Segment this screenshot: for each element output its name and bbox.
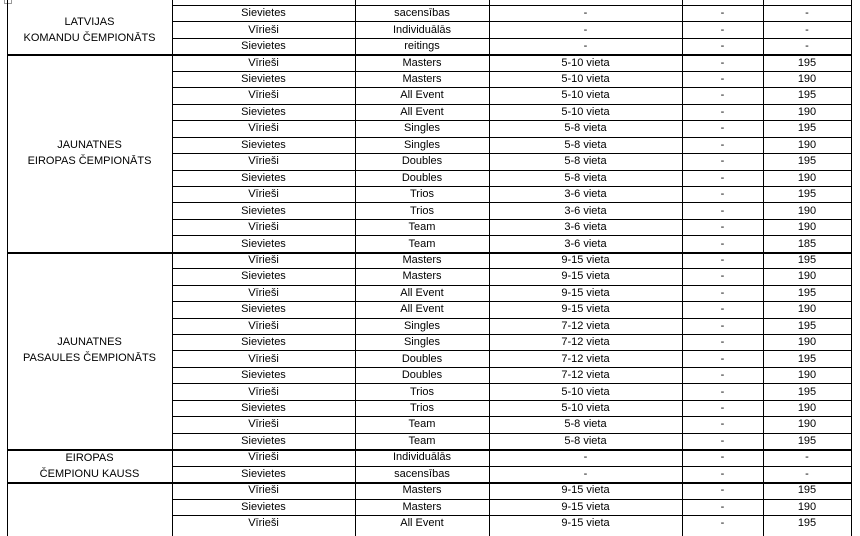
cell-gender: Sievietes: [241, 7, 286, 20]
cell-col5: -: [720, 188, 725, 201]
cell-event: Singles: [403, 336, 441, 349]
cell-place: 5-10 vieta: [561, 73, 610, 86]
cell-event: Masters: [402, 500, 442, 513]
cell-points: 190: [797, 303, 817, 316]
row-border: [172, 515, 852, 516]
cell-points: 195: [797, 253, 817, 266]
cell-col5: -: [720, 171, 725, 184]
cell-points: 195: [797, 517, 817, 530]
cell-gender: Sievietes: [241, 73, 286, 86]
group-name-line: EIROPAS ČEMPIONĀTS: [27, 155, 152, 168]
cell-event: Masters: [402, 253, 442, 266]
cell-gender: Sievietes: [241, 237, 286, 250]
cell-gender: Vīrieši: [248, 484, 279, 497]
row-border: [172, 416, 852, 417]
group-name: [7, 449, 172, 482]
cell-event: Individuālās: [392, 23, 452, 36]
cell-points: 185: [797, 237, 817, 250]
cell-event: Masters: [402, 270, 442, 283]
cell-place: -: [583, 7, 588, 20]
cell-points: 190: [797, 369, 817, 382]
cell-col5: -: [720, 56, 725, 69]
cell-points: 195: [797, 352, 817, 365]
cell-place: 9-15 vieta: [561, 253, 610, 266]
cell-col5: -: [720, 270, 725, 283]
cell-event: Team: [408, 418, 436, 431]
cell-col5: -: [720, 286, 725, 299]
cell-points: 195: [797, 319, 817, 332]
group-border: [7, 449, 852, 451]
cell-place: 7-12 vieta: [561, 319, 610, 332]
cell-points: 190: [797, 270, 817, 283]
cell-gender: Vīrieši: [248, 56, 279, 69]
cell-event: Team: [408, 434, 436, 447]
row-border: [172, 383, 852, 384]
cell-col5: -: [720, 105, 725, 118]
cell-event: Team: [408, 221, 436, 234]
cell-gender: Sievietes: [241, 270, 286, 283]
row-border: [172, 301, 852, 302]
group-name-line: ČEMPIONU KAUSS: [39, 467, 140, 480]
group-name-line: PASAULES ČEMPIONĀTS: [22, 352, 157, 365]
cell-event: Doubles: [401, 369, 443, 382]
cell-event: All Event: [400, 303, 444, 316]
cell-place: 7-12 vieta: [561, 336, 610, 349]
cell-event: Masters: [402, 56, 442, 69]
cell-points: -: [805, 23, 809, 36]
cell-place: 3-6 vieta: [564, 188, 607, 201]
cell-col5: -: [720, 138, 725, 151]
cell-event: All Event: [400, 286, 444, 299]
cell-col5: -: [720, 418, 725, 431]
group-name-line: LATVIJAS: [64, 15, 115, 28]
cell-event: reitings: [404, 40, 440, 53]
cell-gender: Vīrieši: [248, 253, 279, 266]
group-name: [7, 5, 172, 54]
row-border: [172, 38, 852, 39]
cell-col5: -: [720, 89, 725, 102]
row-border: [172, 71, 852, 72]
cell-gender: Sievietes: [241, 336, 286, 349]
cell-points: -: [805, 451, 809, 464]
cell-place: 5-8 vieta: [564, 171, 607, 184]
cell-event: Singles: [403, 122, 441, 135]
row-border: [172, 466, 852, 467]
cell-col5: -: [720, 204, 725, 217]
cell-event: Doubles: [401, 155, 443, 168]
cell-gender: Sievietes: [241, 40, 286, 53]
cell-place: 3-6 vieta: [564, 221, 607, 234]
cell-points: 195: [797, 286, 817, 299]
cell-points: 190: [797, 105, 817, 118]
group-border: [7, 54, 852, 56]
cell-col5: -: [720, 385, 725, 398]
cell-event: Trios: [409, 204, 435, 217]
cell-col5: -: [720, 467, 725, 480]
cell-points: 190: [797, 402, 817, 415]
row-border: [172, 170, 852, 171]
cell-gender: Vīrieši: [248, 451, 279, 464]
cell-gender: Vīrieši: [248, 221, 279, 234]
row-border: [172, 235, 852, 236]
cell-place: 3-6 vieta: [564, 237, 607, 250]
cell-points: 195: [797, 385, 817, 398]
cell-points: 190: [797, 500, 817, 513]
row-border: [172, 400, 852, 401]
cell-gender: Vīrieši: [248, 418, 279, 431]
cell-place: 7-12 vieta: [561, 352, 610, 365]
cell-place: 5-8 vieta: [564, 434, 607, 447]
cell-gender: Sievietes: [241, 434, 286, 447]
row-border: [172, 120, 852, 121]
cell-place: -: [583, 23, 588, 36]
cell-points: -: [805, 40, 809, 53]
cell-col5: -: [720, 73, 725, 86]
group-name-line: EIROPAS: [65, 451, 114, 464]
cell-event: Trios: [409, 402, 435, 415]
group-border: [7, 252, 852, 254]
cell-gender: Sievietes: [241, 171, 286, 184]
row-border: [172, 350, 852, 351]
cell-points: 195: [797, 89, 817, 102]
cell-gender: Sievietes: [241, 303, 286, 316]
group-name-line: JAUNATNES: [57, 139, 122, 152]
cell-place: 5-10 vieta: [561, 56, 610, 69]
cell-col5: -: [720, 23, 725, 36]
cell-points: -: [805, 7, 809, 20]
cell-place: 9-15 vieta: [561, 484, 610, 497]
cell-col5: -: [720, 500, 725, 513]
cell-place: -: [583, 467, 588, 480]
cell-event: Team: [408, 237, 436, 250]
row-border: [172, 285, 852, 286]
cell-event: Trios: [409, 385, 435, 398]
cell-gender: Sievietes: [241, 105, 286, 118]
cell-event: Masters: [402, 484, 442, 497]
cell-col5: -: [720, 122, 725, 135]
cell-col5: -: [720, 402, 725, 415]
cell-place: 9-15 vieta: [561, 517, 610, 530]
cell-points: 195: [797, 434, 817, 447]
cell-gender: Vīrieši: [248, 286, 279, 299]
row-border: [172, 153, 852, 154]
cell-gender: Vīrieši: [248, 385, 279, 398]
cell-event: Singles: [403, 138, 441, 151]
row-border: [172, 104, 852, 105]
cell-place: 9-15 vieta: [561, 500, 610, 513]
cell-points: 190: [797, 138, 817, 151]
cell-col5: -: [720, 303, 725, 316]
cell-points: -: [805, 467, 809, 480]
row-border: [172, 367, 852, 368]
cell-points: 190: [797, 171, 817, 184]
cell-place: 5-10 vieta: [561, 89, 610, 102]
cell-col5: -: [720, 369, 725, 382]
cell-gender: Vīrieši: [248, 517, 279, 530]
cell-gender: Vīrieši: [248, 188, 279, 201]
cell-place: -: [583, 451, 588, 464]
cell-event: Doubles: [401, 352, 443, 365]
cell-place: 5-10 vieta: [561, 402, 610, 415]
cell-points: 190: [797, 204, 817, 217]
cell-place: 9-15 vieta: [561, 286, 610, 299]
cell-gender: Sievietes: [241, 369, 286, 382]
row-border: [172, 318, 852, 319]
cell-event: Individuālās: [392, 451, 452, 464]
cell-gender: Vīrieši: [248, 23, 279, 36]
cell-col5: -: [720, 319, 725, 332]
cell-gender: Sievietes: [241, 138, 286, 151]
row-border: [172, 87, 852, 88]
cell-col5: -: [720, 237, 725, 250]
cell-col5: -: [720, 221, 725, 234]
cell-event: Singles: [403, 319, 441, 332]
row-border: [172, 186, 852, 187]
cell-points: 195: [797, 122, 817, 135]
row-border: [172, 219, 852, 220]
cell-points: 195: [797, 56, 817, 69]
row-border: [172, 499, 852, 500]
cell-place: 9-15 vieta: [561, 303, 610, 316]
cell-col5: -: [720, 352, 725, 365]
cell-event: sacensības: [394, 467, 450, 480]
cell-points: 195: [797, 188, 817, 201]
cell-points: 195: [797, 484, 817, 497]
cell-place: 5-8 vieta: [564, 138, 607, 151]
cell-gender: Sievietes: [241, 500, 286, 513]
cell-place: 5-10 vieta: [561, 385, 610, 398]
cell-gender: Vīrieši: [248, 319, 279, 332]
group-name-text: [28, 137, 152, 169]
row-border: [172, 137, 852, 138]
cell-event: All Event: [400, 89, 444, 102]
cell-col5: -: [720, 253, 725, 266]
cell-gender: Vīrieši: [248, 352, 279, 365]
table-anchor-mark: [4, 0, 12, 4]
cell-col5: -: [720, 517, 725, 530]
cell-points: 195: [797, 155, 817, 168]
group-name: [7, 54, 172, 251]
cell-gender: Sievietes: [241, 402, 286, 415]
cell-col5: -: [720, 7, 725, 20]
cell-col5: -: [720, 336, 725, 349]
row-border: [172, 334, 852, 335]
cell-gender: Vīrieši: [248, 155, 279, 168]
cell-points: 190: [797, 336, 817, 349]
group-border: [172, 5, 852, 6]
group-name-text: [40, 450, 140, 482]
row-border: [172, 21, 852, 22]
cell-place: 7-12 vieta: [561, 369, 610, 382]
group-name-line: KOMANDU ČEMPIONĀTS: [23, 31, 156, 44]
group-name-text: [23, 334, 156, 366]
cell-place: 5-10 vieta: [561, 105, 610, 118]
cell-gender: Vīrieši: [248, 89, 279, 102]
cell-gender: Sievietes: [241, 204, 286, 217]
cell-col5: -: [720, 434, 725, 447]
cell-col5: -: [720, 484, 725, 497]
cell-event: Trios: [409, 188, 435, 201]
cell-place: -: [583, 40, 588, 53]
row-border: [172, 433, 852, 434]
cell-col5: -: [720, 451, 725, 464]
cell-event: Doubles: [401, 171, 443, 184]
row-border: [172, 268, 852, 269]
group-border: [7, 482, 852, 484]
cell-event: sacensības: [394, 7, 450, 20]
row-border: [172, 202, 852, 203]
cell-col5: -: [720, 155, 725, 168]
cell-event: All Event: [400, 105, 444, 118]
cell-event: All Event: [400, 517, 444, 530]
group-name: [7, 482, 172, 531]
group-name-text: [23, 14, 155, 46]
group-name: [7, 252, 172, 449]
group-name-line: JAUNATNES: [57, 336, 122, 349]
cell-place: 3-6 vieta: [564, 204, 607, 217]
cell-place: 5-8 vieta: [564, 155, 607, 168]
cell-place: 5-8 vieta: [564, 418, 607, 431]
cell-gender: Sievietes: [241, 467, 286, 480]
cell-place: 9-15 vieta: [561, 270, 610, 283]
cell-col5: -: [720, 40, 725, 53]
grid-vline: [7, 0, 8, 536]
cell-points: 190: [797, 73, 817, 86]
cell-gender: Vīrieši: [248, 122, 279, 135]
cell-event: Masters: [402, 73, 442, 86]
cell-points: 190: [797, 221, 817, 234]
cell-points: 190: [797, 418, 817, 431]
cell-place: 5-8 vieta: [564, 122, 607, 135]
